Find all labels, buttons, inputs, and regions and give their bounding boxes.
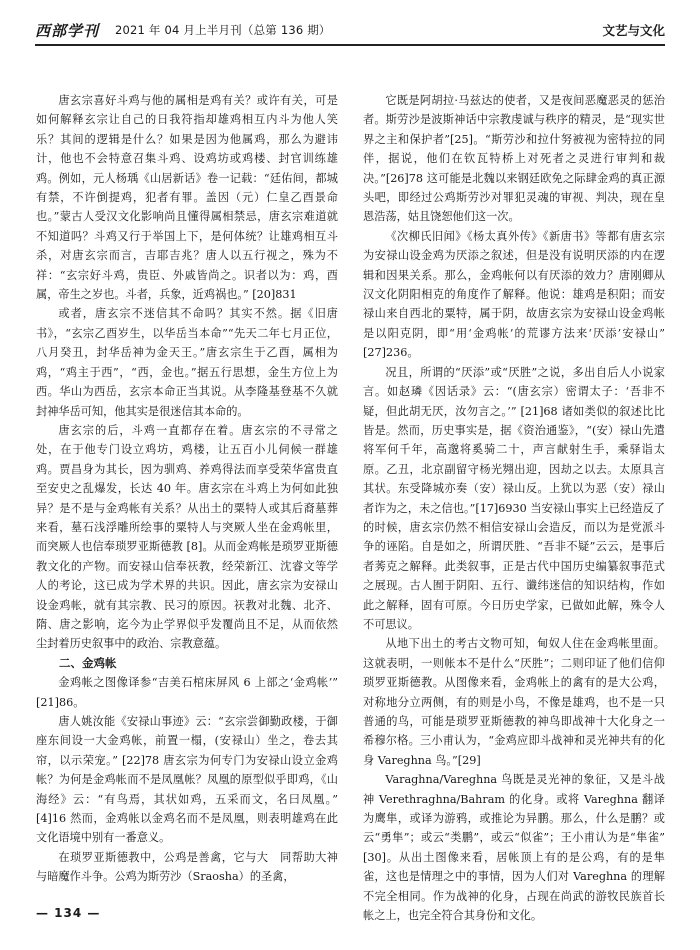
paragraph: 在琐罗亚斯德教中，公鸡是善禽，它与大 同帮助大神与暗魔作斗争。公鸡为斯劳沙（Sraosha）的圣禽，: [36, 850, 338, 884]
paragraph: 金鸡帐之图像译参“吉美石棺床屏风 6 上部之‘金鸡帐’” [21]86。: [36, 676, 338, 709]
paragraph: 或者，唐玄宗不迷信其不命吗？其实不然。据《旧唐书》，“玄宗乙酉岁生，以华岳当本命”“先天二年七月正位，八月癸丑，封华岳神为金天王。”唐玄宗生于乙酉，属相为鸡，“鸡主于西”，“西，金也。”据五行思想，金生方位上为西。华山为西岳，玄宗本命正当其说。从李隆基登基不久就封神华岳可知，他其实是很迷信其本命的。: [36, 307, 338, 418]
section-heading: 二、金鸡帐: [59, 655, 117, 670]
paragraph: 唐人姚汝能《安禄山事迹》云：“玄宗尝御勤政楼，于御座东间设一大金鸡帐，前置一榻，(安禄山）坐之，卷去其帘，以示荣宠。” [22]78 唐玄宗为何专门为安禄山设立金鸡帐？为何是金鸡帐而不是凤凰帐？凤凰的原型似乎即鸡，《山海经》云：“有鸟焉，其状如鸡，五采而文，名曰凤凰。” [4]16 然而，金鸡帐以金鸡名而不是凤凰，则表明雄鸡在此文化语境中别有一番意义。: [36, 715, 338, 845]
paragraph: 它既是阿胡拉·马兹达的使者，又是夜间恶魔恶灵的惩治者。斯劳沙是波斯神话中宗教虔诚与秩序的精灵，是“现实世界之主和保护者”[25]。“斯劳沙和拉什努被视为密特拉的同伴，据说，他们在钦瓦特桥上对死者之灵进行审判和裁决。”[26]78 这可能是北魏以来钢廷欧免之际肆金鸡的真正源头吧，即经过公鸡斯劳沙对罪犯灵魂的审视、判决，现在皇恩浩荡，姑且饶恕他们这一次。: [363, 94, 665, 224]
paragraph: 唐玄宗的后，斗鸡一直都存在着。唐玄宗的不寻常之处，在于他专门设立鸡坊，鸡楼，让五百小儿伺候一群雄鸡。贾昌身为其长，因为驯鸡、养鸡得法而享受荣华富贵直至安史之乱爆发，长达 40 年。唐玄宗在斗鸡上为何如此独异？是不是与金鸡帐有关系？从出土的粟特人或其后裔墓葬来看，墓石浅浮雕所绘事的粟特人与突厥人坐在金鸡帐里，而突厥人也信奉琐罗亚斯德教 [8]。从而金鸡帐是琐罗亚斯德教文化的产物。而安禄山信奉祆教，经荣新江、沈睿文等学人的考论，这已成为学术界的共识。因此，唐玄宗为安禄山设金鸡帐，就有其宗教、民习的原因。祆教对北魏、北齐、隋、唐之影响，迄今为止学界似乎发覆尚且不足，从而依然尘封着历史叙事中的政治、宗教意蕴。: [36, 423, 338, 651]
paragraph: 况且，所谓的“厌添”或“厌胜”之说，多出自后人小说家言。如赵璘《因话录》云：“(唐玄宗）密谓太子：‘吾非不疑，但此胡无厌，汝勿言之。’” [21]68 诸如类似的叙述比比皆是。然而，历史事实是，据《资治通鉴》，“(安）禄山先遣将军何千年，高邈将奚骑二十，声言献射生手，乘驿诣太原。乙丑，北京副留守杨光翙出迎，因劫之以去。太原具言其状。东受降城亦奏（安）禄山反。上犹以为恶（安）禄山者诈为之，未之信也。”[17]6930 当安禄山事实上已经造反了的时候，唐玄宗仍然不相信安禄山会造反，而以为是党派斗争的诬陷。自是如之，所谓厌胜、“吾非不疑”云云，是事后者莠克之解释。此类叙事，正是古代中国历史编纂叙事范式之展现。古人囿于阴阳、五行、谶纬迷信的知识结构，作如此之解释，固有可原。今日历史学家，已做如此解，殊令人不可思议。: [363, 365, 665, 631]
page-header: [35, 18, 665, 46]
right-column: [363, 91, 665, 925]
paragraph: 唐玄宗喜好斗鸡与他的属相是鸡有关？或许有关，可是如何解释玄宗让自己的日我符指却雄鸡相互内斗为他人笑乐？其间的逻辑是什么？如果是因为他属鸡，那么为避讳计，他也不会特意召集斗鸡、设鸡坊或鸡楼、封官训练雄鸡。例如，元人杨瑀《山居新话》卷一记载：“廷佑间，都城有禁，不许倒提鸡，犯者有罪。盖因（元）仁皇乙酉景命也。”蒙古人受汉文化影响尚且懂得属相禁忌，唐玄宗难道就不知道吗？斗鸡又行于举国上下，是何体统？让雄鸡相互斗杀，对唐玄宗而言，吉耶吉兆？唐人以五行视之，殊为不祥：“玄宗好斗鸡，贵臣、外戚皆尚之。识者以为：鸡，酉属，帝生之岁也。斗者，兵象，近鸡祸也。” [20]831: [36, 94, 338, 302]
paragraph: Varaghna/Vareghna 鸟既是灵光神的象征，又是斗战神 Verethraghna/Bahram 的化身。或将 Vareghna 翻译为鹰隼，或译为游鸦，或推论为异鹏。那么，什么是鹏？或云“勇隼”；或云“类鹏”，或云“似雀”；王小甫认为是“隼雀” [30]。从出土图像来看，居帐顶上有的是公鸡，有的是隼雀，这也是情理之中的事情，因为人们对 Vareghna 的理解不完全相同。作为战神的化身，占现在尚武的游牧民族首长帐之上，也完全符合其身份和文化。: [363, 773, 665, 923]
paragraph: 从地下出土的考古文物可知，甸奴人住在金鸡帐里面。这就表明，一则帐本不是什么“厌胜”；二则印证了他们信仰琐罗亚斯德教。从图像来看，金鸡帐上的禽有的是大公鸡，对称地分立两侧，有的则是小鸟，不像是雄鸡，也不是一只普通的鸟，可能是琐罗亚斯德教的神鸟即战神十大化身之一希穆尔格。三小甫认为，“金鸡应即斗战神和灵光神共有的化身 Vareghna 鸟。”[29]: [363, 637, 665, 767]
paragraph: 《次柳氏旧闻》《杨太真外传》《新唐书》等都有唐玄宗为安禄山设金鸡为厌添之叙述，但是没有说明厌添的内在逻辑和因果关系。那么，金鸡帐何以有厌添的效力？唐刚卿从汉文化阴阳相克的角度作了解释。他说：雄鸡是积阳；而安禄山来自西北的粟特，属于阴，故唐玄宗为安禄山设金鸡帐是以阳克阴，即“用‘金鸡帐’的荒谬方法来‘厌添’安禄山” [27]236。: [363, 229, 665, 360]
issue-info: 2021 年 04 月上半月刊（总第 136 期）: [115, 23, 331, 37]
section-title: 文艺与文化: [602, 23, 665, 38]
journal-logo: 西部学刊: [35, 22, 100, 40]
left-column: [36, 91, 338, 887]
page-number: — 134 —: [36, 906, 101, 920]
